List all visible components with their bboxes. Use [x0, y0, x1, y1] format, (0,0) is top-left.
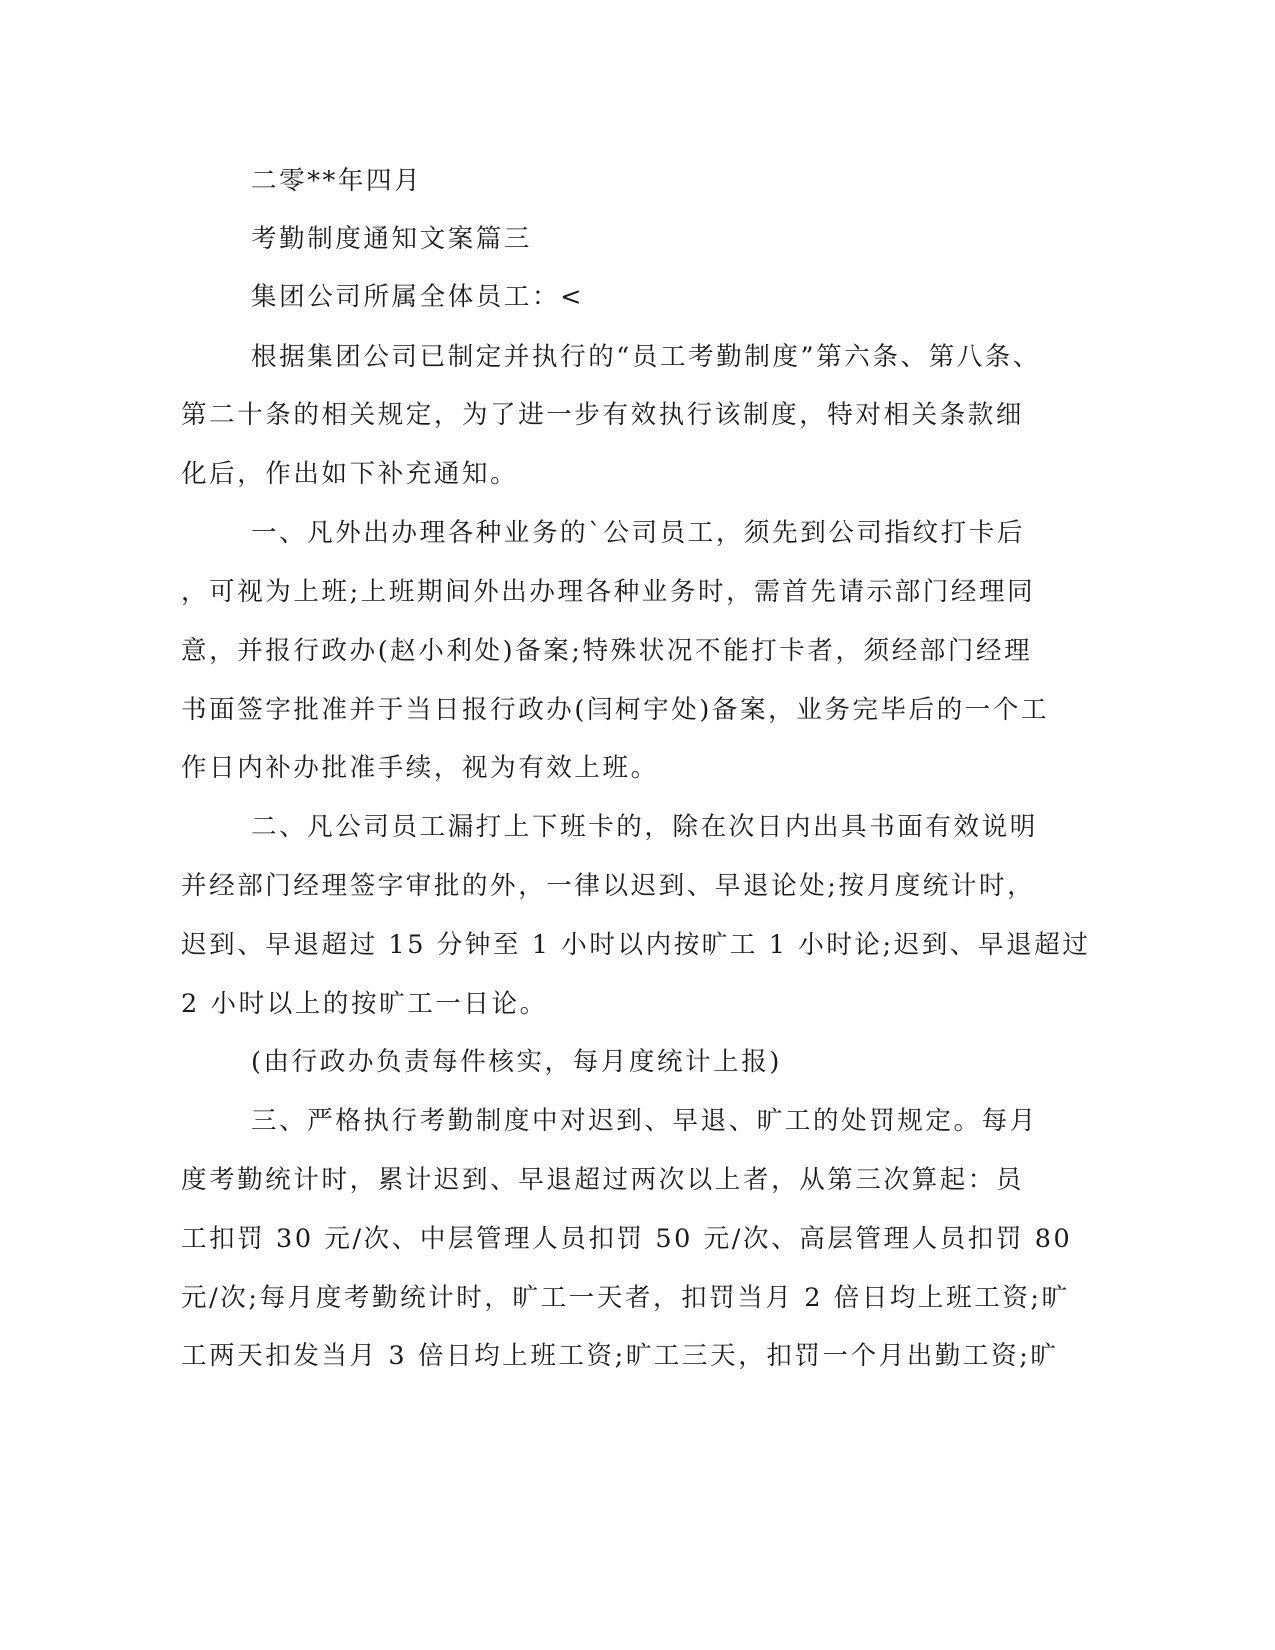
paragraph-line: 第二十条的相关规定，为了进一步有效执行该制度，特对相关条款细: [181, 400, 1025, 430]
paragraph-line: 元/次;每月度考勤统计时，旷工一天者，扣罚当月 2 倍日均上班工资;旷: [181, 1283, 1070, 1313]
paragraph-line: 迟到、早退超过 15 分钟至 1 小时以内按旷工 1 小时论;迟到、早退超过: [181, 930, 1091, 960]
paragraph-line: 2 小时以上的按旷工一日论。: [181, 989, 548, 1019]
paragraph-line: 二、凡公司员工漏打上下班卡的，除在次日内出具书面有效说明: [251, 812, 1038, 842]
paragraph-line: 根据集团公司已制定并执行的“员工考勤制度”第六条、第八条、: [251, 342, 1041, 372]
paragraph-line: 工扣罚 30 元/次、中层管理人员扣罚 50 元/次、高层管理人员扣罚 80: [181, 1224, 1073, 1254]
document-date: 二零**年四月: [251, 166, 423, 196]
paragraph-line: 三、严格执行考勤制度中对迟到、早退、旷工的处罚规定。每月: [251, 1106, 1038, 1136]
paragraph-line: 度考勤统计时，累计迟到、早退超过两次以上者，从第三次算起：员: [181, 1165, 1025, 1195]
paragraph-line: ，可视为上班;上班期间外出办理各种业务时，需首先请示部门经理同: [181, 577, 1036, 607]
paragraph-line: 作日内补办批准手续，视为有效上班。: [181, 753, 659, 783]
paragraph-line: 一、凡外出办理各种业务的`公司员工，须先到公司指纹打卡后: [251, 518, 1026, 548]
paragraph-line: (由行政办负责每件核实，每月度统计上报): [251, 1047, 782, 1077]
document-salutation: 集团公司所属全体员工：<: [251, 282, 585, 312]
paragraph-line: 并经部门经理签字审批的外，一律以迟到、早退论处;按月度统计时，: [181, 871, 1036, 901]
document-heading: 考勤制度通知文案篇三: [251, 224, 533, 254]
paragraph-line: 意，并报行政办(赵小利处)备案;特殊状况不能打卡者，须经部门经理: [181, 636, 1033, 666]
paragraph-line: 工两天扣发当月 3 倍日均上班工资;旷工三天，扣罚一个月出勤工资;旷: [181, 1341, 1059, 1371]
paragraph-line: 书面签字批准并于当日报行政办(闫柯宇处)备案，业务完毕后的一个工: [181, 695, 1050, 725]
paragraph-line: 化后，作出如下补充通知。: [181, 459, 519, 489]
